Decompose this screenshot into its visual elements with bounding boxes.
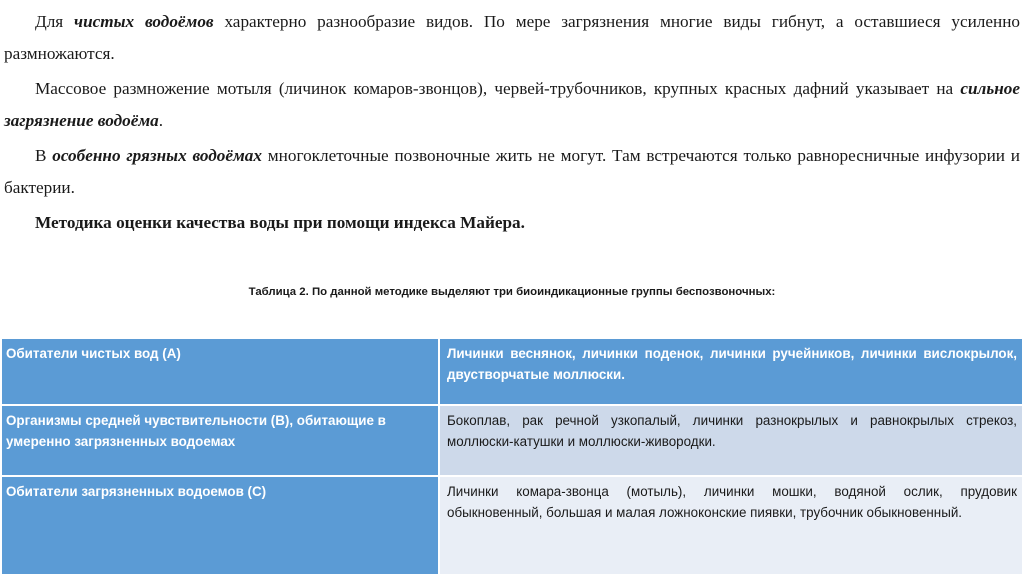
- table-row: [1, 476, 1023, 575]
- bioindicator-table: [0, 337, 1024, 576]
- paragraph-heavy-pollution: Массовое размножение мотыля (личинок комаров-звонцов), червей-трубочников, крупных красных дафний указывает на сильное загрязнение водоёма.: [4, 79, 1020, 130]
- section-heading: Методика оценки качества воды при помощи индекса Майера.: [35, 213, 525, 232]
- table-row: [1, 338, 1023, 405]
- group-cell: Обитатели загрязненных водоемов (С): [1, 476, 439, 575]
- paragraph-clean-waters: Для чистых водоёмов характерно разнообразие видов. По мере загрязнения многие виды гибнут, а оставшиеся усиленно размножаются.: [4, 12, 1020, 63]
- group-cell: Обитатели чистых вод (А): [1, 338, 439, 405]
- group-cell: Организмы средней чувствительности (В), обитающие в умеренно загрязненных водоемах: [1, 405, 439, 476]
- table-caption: Таблица 2. По данной методике выделяют три биоиндикационные группы беспозвоночных:: [248, 286, 776, 298]
- organisms-cell: Личинки комара-звонца (мотыль), личинки мошки, водяной ослик, прудовик обыкновенный, большая и малая ложноконские пиявки, трубочник обыкновенный.: [439, 476, 1023, 575]
- organisms-cell: Личинки веснянок, личинки поденок, личинки ручейников, личинки вислокрылок, двустворчатые моллюски.: [439, 338, 1023, 405]
- table-row: [1, 405, 1023, 476]
- organisms-cell: Бокоплав, рак речной узкопалый, личинки разнокрылых и равнокрылых стрекоз, моллюски-катушки и моллюски-живородки.: [439, 405, 1023, 476]
- paragraph-very-dirty-waters: В особенно грязных водоёмах многоклеточные позвоночные жить не могут. Там встречаются только равноресничные инфузории и бактерии.: [4, 146, 1020, 197]
- emphasis-clean-waters: чистых водоёмов: [74, 12, 214, 31]
- emphasis-heavy-pollution: сильное загрязнение водоёма: [4, 79, 1020, 130]
- body-text: [4, 6, 1020, 242]
- emphasis-very-dirty-waters: особенно грязных водоёмах: [52, 146, 262, 165]
